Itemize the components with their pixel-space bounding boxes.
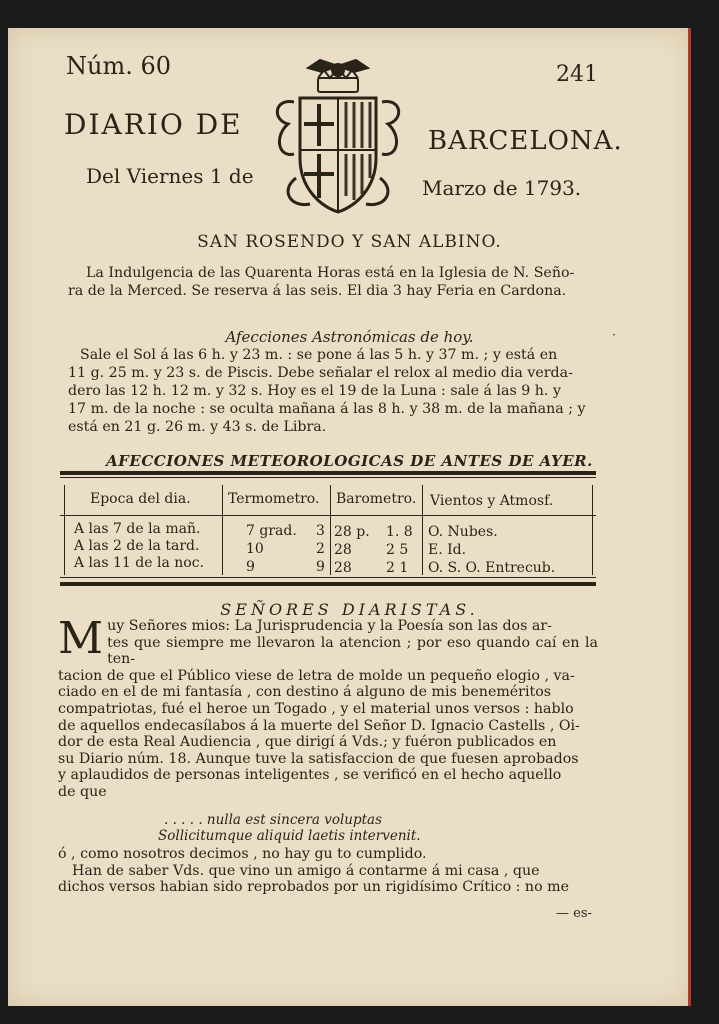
catchword: — es-	[556, 906, 592, 921]
indulgence-line: La Indulgencia de las Quarenta Horas está en la Iglesia de N. Seño-	[86, 265, 575, 281]
header-vientos: Vientos y Atmosf.	[430, 493, 554, 509]
table-bottom-rule-thin	[60, 577, 596, 578]
page-number: 241	[556, 62, 598, 87]
letter-line: y aplaudidos de personas inteligentes , se verificó en el hecho aquello	[58, 767, 562, 784]
row-term-minor: 9	[316, 559, 325, 575]
letter-body	[58, 613, 598, 801]
row-term: 10	[246, 541, 264, 557]
row-term: 9	[246, 559, 255, 575]
header-barometro: Barometro.	[336, 491, 417, 507]
date-right: Marzo de 1793.	[422, 176, 582, 200]
table-col-divider	[592, 485, 593, 575]
astro-line: Sale el Sol á las 6 h. y 23 m. : se pone á las 5 h. y 37 m. ; y está en	[80, 347, 558, 363]
indulgence-line: ra de la Merced. Se reserva á las seis. El dia 3 hay Feria en Cardona.	[68, 283, 567, 299]
astro-line: 17 m. de la noche : se oculta mañana á las 8 h. y 38 m. de la mañana ; y	[68, 401, 586, 417]
masthead-title-right: BARCELONA.	[428, 126, 623, 156]
row-term-minor: 3	[316, 523, 325, 539]
astro-line: 11 g. 25 m. y 23 s. de Piscis. Debe señalar el relox al medio dia verda-	[68, 365, 573, 381]
letter-line: ciado en el de mi fantasía , con destino á alguno de mis beneméritos	[58, 684, 552, 701]
table-col-divider	[222, 485, 223, 575]
diaristas-heading: SEÑORES DIARISTAS.	[220, 600, 479, 619]
astro-line: está en 21 g. 26 m. y 43 s. de Libra.	[68, 419, 327, 435]
row-epoca: A las 11 de la noc.	[74, 555, 204, 571]
letter-line: tes que siempre me llevaron la atencion ; por eso quando caí en la ten-	[107, 634, 598, 668]
latin-verse	[158, 812, 578, 844]
row-epoca: A las 7 de la mañ.	[74, 521, 201, 537]
letter-line: uy Señores mios: La Jurisprudencia y la Poesía son las dos ar-	[107, 618, 552, 634]
row-vientos: E. Id.	[428, 542, 467, 558]
weather-table	[60, 471, 596, 587]
row-vientos: O. Nubes.	[428, 524, 498, 540]
table-bottom-rule	[60, 582, 596, 586]
letter-line: de que	[58, 783, 107, 800]
letter-line: tacion de que el Público viese de letra de molde un pequeño elogio , va-	[58, 667, 575, 684]
astronomical-paragraph	[68, 346, 608, 436]
letter-continuation	[58, 846, 598, 896]
coat-of-arms-icon	[260, 58, 416, 218]
issue-number: Núm. 60	[66, 52, 172, 80]
letter-line: dor de esta Real Audiencia , que dirigí á Vds.; y fuéron publicados en	[58, 734, 557, 751]
letter-line: compatriotas, fué el heroe un Togado , y el material unos versos : hablo	[58, 700, 574, 717]
table-header-rule	[60, 515, 596, 516]
row-term-minor: 2	[316, 541, 325, 557]
margin-mark: ·	[612, 328, 616, 342]
meteorological-title: AFECCIONES METEOROLOGICAS DE ANTES DE AYER.	[106, 452, 593, 470]
row-bar: 28 p.	[334, 524, 370, 540]
table-col-divider	[330, 485, 331, 575]
row-bar: 28	[334, 560, 352, 576]
letter-line: Han de saber Vds. que vino un amigo á contarme á mi casa , que	[72, 862, 540, 879]
masthead-title-left: DIARIO DE	[64, 108, 243, 141]
astronomical-heading: Afecciones Astronómicas de hoy.	[225, 328, 474, 346]
row-bar-minor: 2 5	[386, 542, 409, 558]
header-termometro: Termometro.	[228, 491, 320, 507]
newspaper-page	[8, 28, 691, 1006]
date-left: Del Viernes 1 de	[86, 164, 254, 188]
astro-line: dero las 12 h. 12 m. y 32 s. Hoy es el 19 de la Luna : sale á las 9 h. y	[68, 383, 561, 399]
drop-cap: M	[58, 613, 104, 664]
table-top-rule-thin	[60, 477, 596, 478]
verse-line: Sollicitumque aliquid laetis intervenit.	[158, 828, 421, 844]
indulgence-paragraph	[68, 264, 608, 300]
table-top-rule	[60, 471, 596, 475]
row-epoca: A las 2 de la tard.	[74, 538, 200, 554]
verse-line: . . . . . nulla est sincera voluptas	[164, 812, 383, 828]
row-bar-minor: 1. 8	[386, 524, 413, 540]
saints-of-the-day: SAN ROSENDO Y SAN ALBINO.	[197, 232, 502, 252]
table-col-divider	[64, 485, 65, 575]
row-bar: 28	[334, 542, 352, 558]
table-col-divider	[422, 485, 423, 575]
row-bar-minor: 2 1	[386, 560, 409, 576]
letter-line: su Diario núm. 18. Aunque tuve la satisfaccion de que fuesen aprobados	[58, 750, 579, 767]
header-epoca: Epoca del dia.	[90, 491, 191, 507]
letter-line: dichos versos habian sido reprobados por un rigidísimo Crítico : no me	[58, 879, 569, 896]
row-vientos: O. S. O. Entrecub.	[428, 560, 556, 576]
letter-line: ó , como nosotros decimos , no hay gu to cumplido.	[58, 846, 427, 862]
letter-line: de aquellos endecasílabos á la muerte del Señor D. Ignacio Castells , Oi-	[58, 717, 580, 734]
row-term: 7 grad.	[246, 523, 297, 539]
